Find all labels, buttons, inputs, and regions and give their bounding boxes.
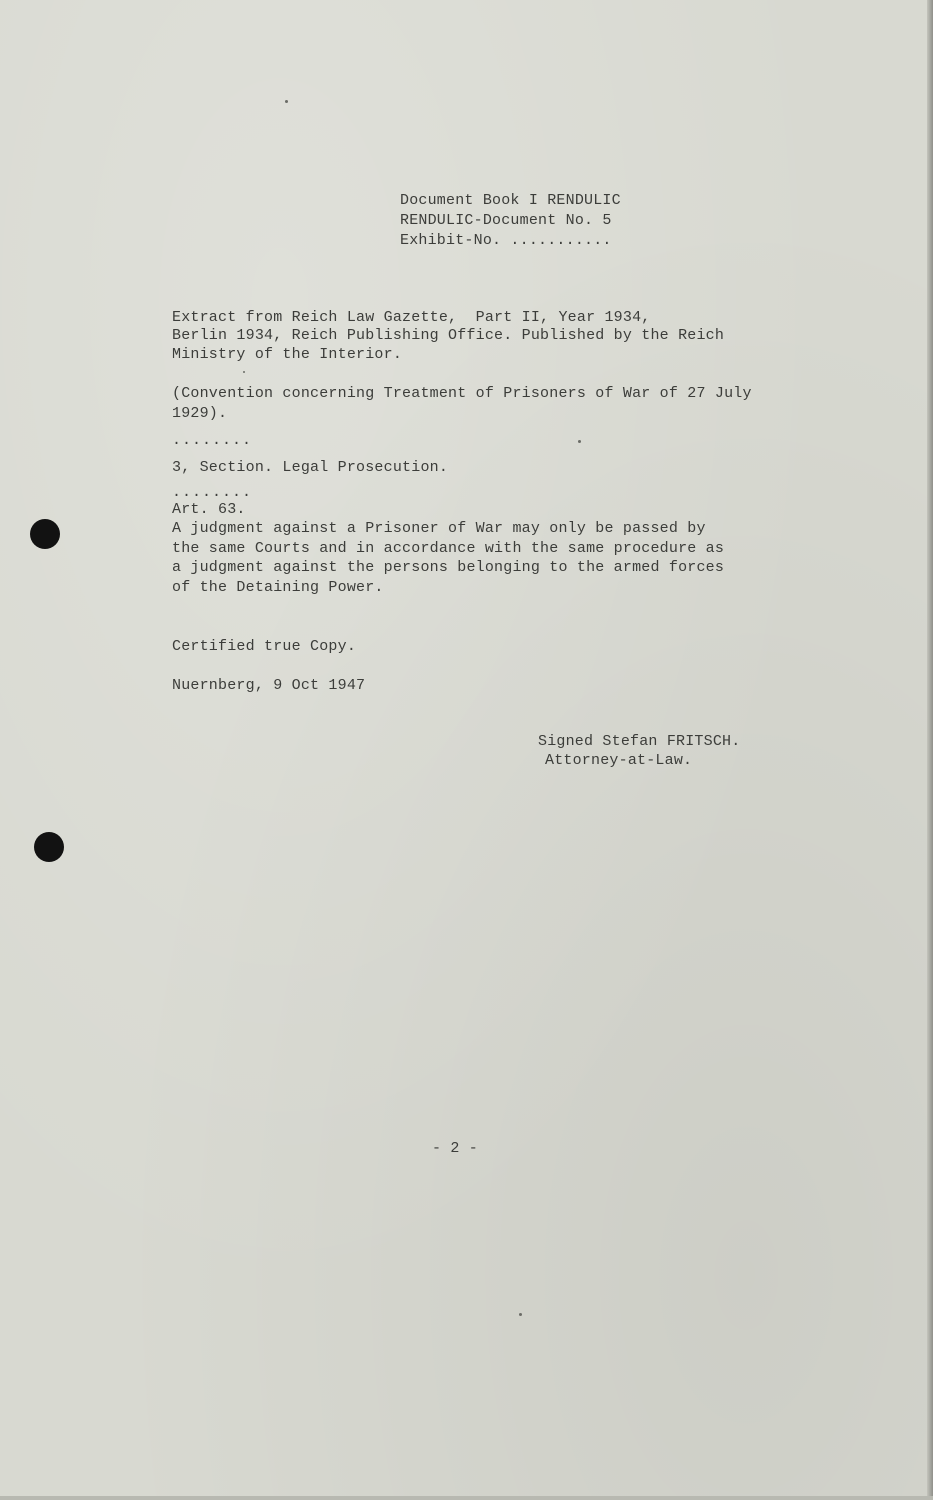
source-line: Extract from Reich Law Gazette, Part II, Year 1934, <box>172 309 651 326</box>
page-number: - 2 - <box>432 1140 479 1157</box>
place-and-date: Nuernberg, 9 Oct 1947 <box>172 677 366 694</box>
header-document-number: RENDULIC-Document No. 5 <box>400 212 612 229</box>
signature-name: Signed Stefan FRITSCH. <box>538 733 741 750</box>
header-exhibit-number: Exhibit-No. ........... <box>400 232 612 249</box>
paper-speck <box>519 1313 522 1316</box>
paper-speck <box>243 371 245 373</box>
ellipsis-separator: ........ <box>172 484 253 501</box>
convention-line: 1929). <box>172 405 228 422</box>
source-line: Ministry of the Interior. <box>172 346 403 363</box>
punch-hole-bottom <box>34 832 64 862</box>
article-line: A judgment against a Prisoner of War may only be passed by <box>172 520 706 537</box>
header-document-book: Document Book I RENDULIC <box>400 192 621 209</box>
page-edge-shadow <box>927 0 933 1500</box>
ellipsis-separator: ........ <box>172 432 253 449</box>
article-line: a judgment against the persons belonging to the armed forces <box>172 559 725 576</box>
article-line: the same Courts and in accordance with the same procedure as <box>172 540 725 557</box>
certification-note: Certified true Copy. <box>172 638 357 655</box>
article-heading: Art. 63. <box>172 501 246 518</box>
article-line: of the Detaining Power. <box>172 579 384 596</box>
source-line: Berlin 1934, Reich Publishing Office. Published by the Reich <box>172 327 725 344</box>
convention-line: (Convention concerning Treatment of Prisoners of War of 27 July <box>172 385 752 402</box>
paper-speck <box>578 440 581 443</box>
signature-title: Attorney-at-Law. <box>545 752 693 769</box>
punch-hole-top <box>30 519 60 549</box>
paper-speck <box>285 100 288 103</box>
section-heading: 3, Section. Legal Prosecution. <box>172 459 449 476</box>
page-bottom-edge <box>0 1496 933 1500</box>
